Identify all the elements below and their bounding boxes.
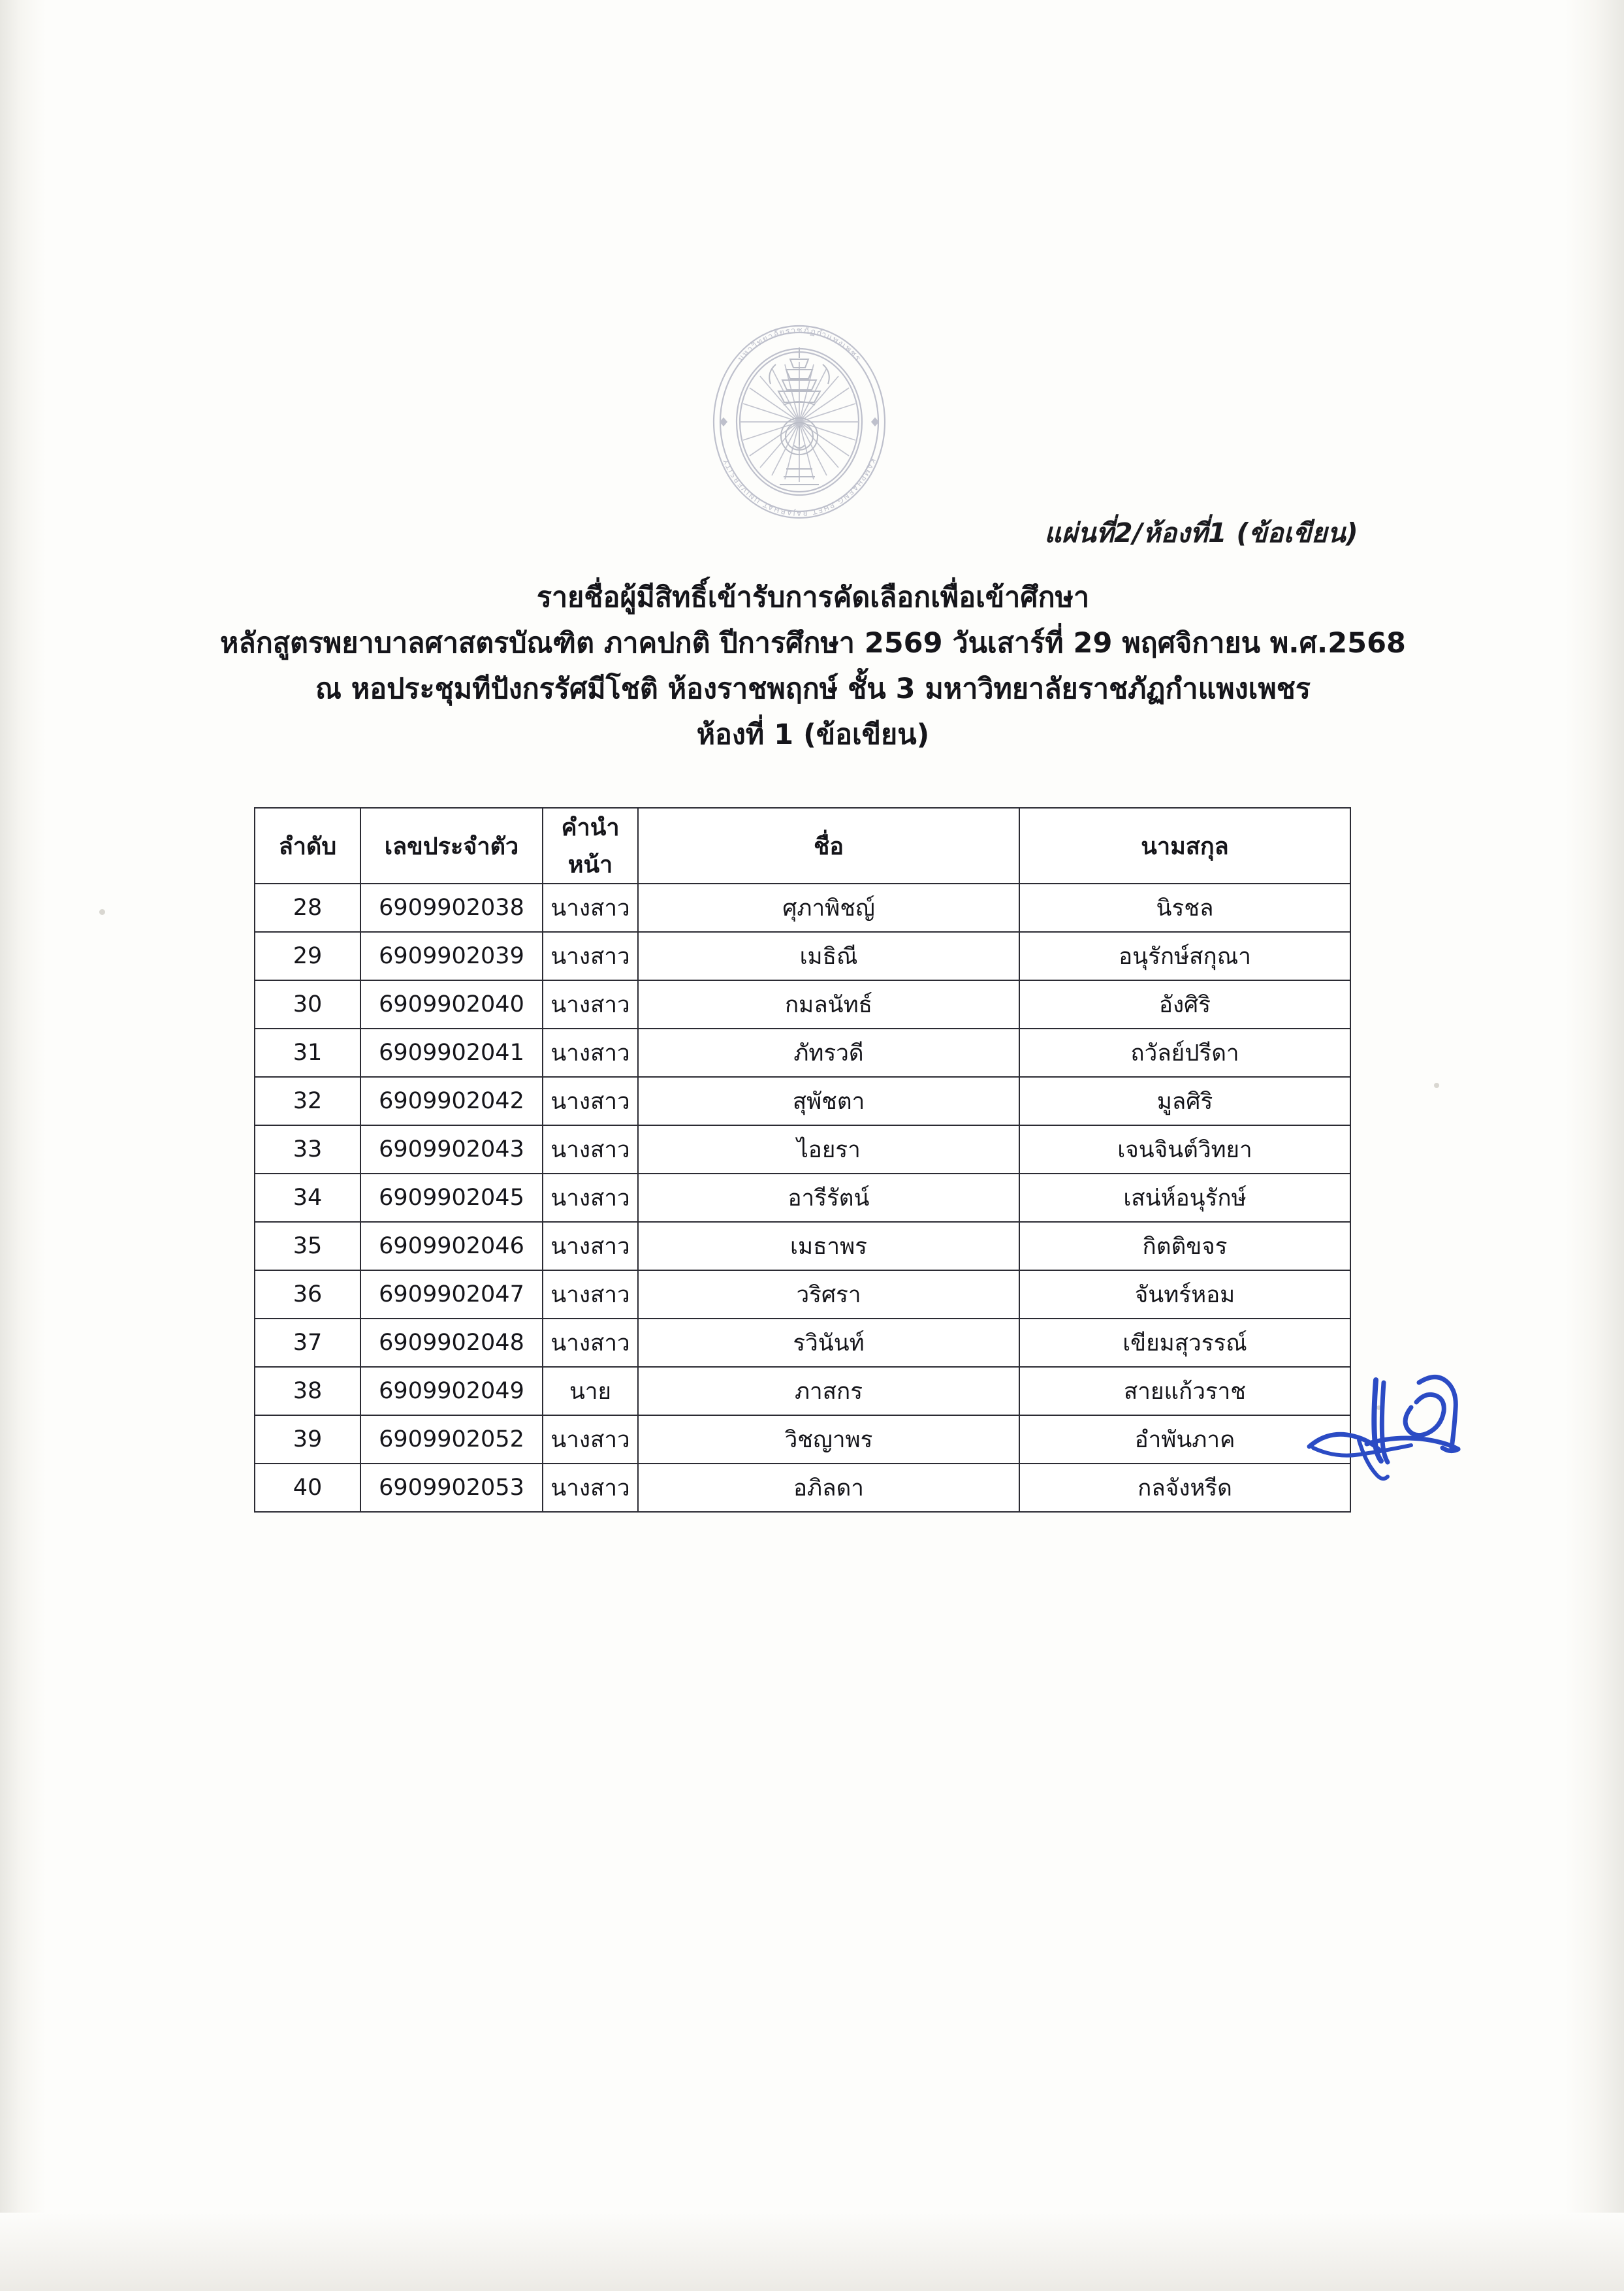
roster-table-wrap — [254, 807, 1350, 1513]
cell-first: ไอยรา — [638, 1125, 1019, 1174]
cell-last: อังศิริ — [1019, 980, 1350, 1029]
cell-first: ภัทรวดี — [638, 1029, 1019, 1077]
cell-prefix: นาย — [543, 1367, 638, 1415]
cell-prefix: นางสาว — [543, 1319, 638, 1367]
scan-speck — [1434, 1083, 1439, 1088]
table-row — [255, 932, 1350, 980]
cell-first: อภิลดา — [638, 1464, 1019, 1512]
scan-edge-right — [1565, 0, 1624, 2291]
cell-seq: 40 — [255, 1464, 360, 1512]
cell-last: อนุรักษ์สกุณา — [1019, 932, 1350, 980]
table-row — [255, 1270, 1350, 1319]
cell-id: 6909902043 — [360, 1125, 543, 1174]
cell-seq: 29 — [255, 932, 360, 980]
seal-english-text: KAMPHAENG PHET RAJABHAT UNIVERSITY — [721, 457, 878, 518]
cell-first: กมลนัทธ์ — [638, 980, 1019, 1029]
cell-first: ภาสกร — [638, 1367, 1019, 1415]
cell-seq: 36 — [255, 1270, 360, 1319]
cell-first: วริศรา — [638, 1270, 1019, 1319]
table-row — [255, 1222, 1350, 1270]
cell-last: นิรชล — [1019, 884, 1350, 932]
cell-seq: 28 — [255, 884, 360, 932]
cell-prefix: นางสาว — [543, 1270, 638, 1319]
cell-id: 6909902047 — [360, 1270, 543, 1319]
venue-line: ณ หอประชุมทีปังกรรัศมีโชติ ห้องราชพฤกษ์ ชั้น 3 มหาวิทยาลัยราชภัฏกำแพงเพชร — [315, 673, 1311, 705]
scan-speck — [1377, 1405, 1381, 1410]
cell-seq: 31 — [255, 1029, 360, 1077]
cell-seq: 30 — [255, 980, 360, 1029]
cell-last: มูลศิริ — [1019, 1077, 1350, 1125]
cell-id: 6909902053 — [360, 1464, 543, 1512]
cell-seq: 38 — [255, 1367, 360, 1415]
cell-first: อารีรัตน์ — [638, 1174, 1019, 1222]
sheet-room-label: แผ่นที่2/ห้องที่1 (ข้อเขียน) — [1044, 517, 1358, 549]
cell-prefix: นางสาว — [543, 1222, 638, 1270]
cell-id: 6909902042 — [360, 1077, 543, 1125]
cell-last: ถวัลย์ปรีดา — [1019, 1029, 1350, 1077]
cell-seq: 32 — [255, 1077, 360, 1125]
cell-prefix: นางสาว — [543, 884, 638, 932]
cell-seq: 35 — [255, 1222, 360, 1270]
table-row — [255, 1077, 1350, 1125]
cell-id: 6909902039 — [360, 932, 543, 980]
cell-prefix: นางสาว — [543, 1464, 638, 1512]
cell-first: เมธาพร — [638, 1222, 1019, 1270]
roster-table — [254, 807, 1351, 1513]
scan-speck — [99, 909, 105, 915]
program-line: หลักสูตรพยาบาลศาสตรบัณฑิต ภาคปกติ ปีการศึกษา 2569 วันเสาร์ที่ 29 พฤศจิกายน พ.ศ.2568 — [220, 627, 1406, 660]
university-seal-icon — [710, 324, 888, 520]
column-header-seq: ลำดับ — [255, 808, 360, 884]
cell-last: เจนจินต์วิทยา — [1019, 1125, 1350, 1174]
cell-first: ศุภาพิชญ์ — [638, 884, 1019, 932]
cell-first: เมธิณี — [638, 932, 1019, 980]
table-row — [255, 1174, 1350, 1222]
cell-id: 6909902046 — [360, 1222, 543, 1270]
cell-seq: 33 — [255, 1125, 360, 1174]
seal-thai-text: มหาวิทยาลัยราชภัฏกำแพงเพชร — [735, 325, 863, 364]
cell-last: เสน่ห์อนุรักษ์ — [1019, 1174, 1350, 1222]
table-row — [255, 1319, 1350, 1367]
scan-edge-left — [0, 0, 46, 2291]
table-row — [255, 1029, 1350, 1077]
cell-first: รวินันท์ — [638, 1319, 1019, 1367]
cell-seq: 39 — [255, 1415, 360, 1464]
column-header-first: ชื่อ — [638, 808, 1019, 884]
column-header-prefix: คำนำหน้า — [543, 808, 638, 884]
table-row — [255, 1125, 1350, 1174]
room-line: ห้องที่ 1 (ข้อเขียน) — [696, 718, 930, 751]
scan-edge-bottom — [0, 2213, 1624, 2291]
cell-prefix: นางสาว — [543, 980, 638, 1029]
cell-last: สายแก้วราช — [1019, 1367, 1350, 1415]
cell-first: สุพัชตา — [638, 1077, 1019, 1125]
cell-prefix: นางสาว — [543, 1077, 638, 1125]
title-block — [118, 575, 1508, 758]
cell-last: เขียมสุวรรณ์ — [1019, 1319, 1350, 1367]
table-row — [255, 1464, 1350, 1512]
cell-last: จันทร์หอม — [1019, 1270, 1350, 1319]
table-row — [255, 1415, 1350, 1464]
roster-table-body — [255, 884, 1350, 1512]
cell-id: 6909902049 — [360, 1367, 543, 1415]
table-header-row — [255, 808, 1350, 884]
cell-id: 6909902052 — [360, 1415, 543, 1464]
table-row — [255, 980, 1350, 1029]
cell-id: 6909902041 — [360, 1029, 543, 1077]
cell-id: 6909902040 — [360, 980, 543, 1029]
column-header-last: นามสกุล — [1019, 808, 1350, 884]
column-header-id: เลขประจำตัว — [360, 808, 543, 884]
cell-last: กิตติขจร — [1019, 1222, 1350, 1270]
cell-last: อำพันภาค — [1019, 1415, 1350, 1464]
cell-id: 6909902045 — [360, 1174, 543, 1222]
page-title: รายชื่อผู้มีสิทธิ์เข้ารับการคัดเลือกเพื่อเข้าศึกษา — [536, 581, 1090, 614]
cell-prefix: นางสาว — [543, 932, 638, 980]
cell-first: วิชญาพร — [638, 1415, 1019, 1464]
cell-id: 6909902038 — [360, 884, 543, 932]
cell-prefix: นางสาว — [543, 1125, 638, 1174]
cell-prefix: นางสาว — [543, 1174, 638, 1222]
table-row — [255, 1367, 1350, 1415]
cell-seq: 37 — [255, 1319, 360, 1367]
cell-id: 6909902048 — [360, 1319, 543, 1367]
cell-prefix: นางสาว — [543, 1029, 638, 1077]
cell-prefix: นางสาว — [543, 1415, 638, 1464]
cell-seq: 34 — [255, 1174, 360, 1222]
cell-last: กลจังหรีด — [1019, 1464, 1350, 1512]
table-row — [255, 884, 1350, 932]
